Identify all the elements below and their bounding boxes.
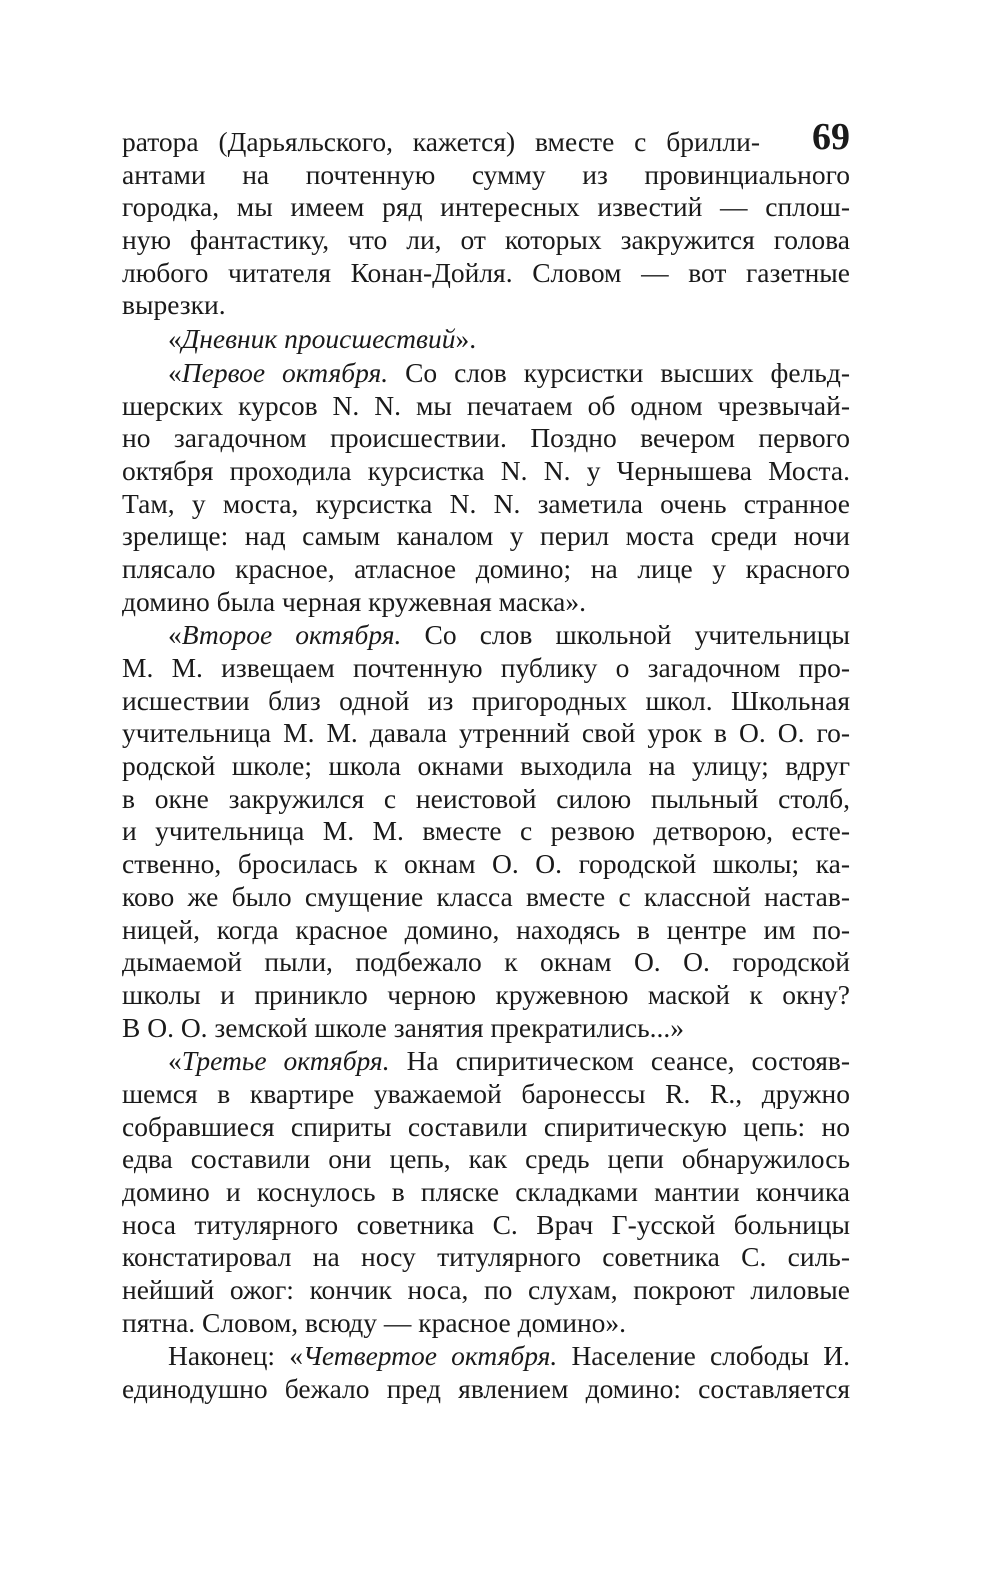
page-number: 69	[812, 116, 850, 158]
text-line: родской школе; школа окнами выходила на улицу; вдруг	[122, 750, 850, 782]
text-line: шерских курсов N. N. мы печатаем об одном чрезвычай-	[122, 389, 850, 421]
text-line: городка, мы имеем ряд интересных известий — сплош-	[122, 191, 850, 223]
text-line: ственно, бросилась к окнам О. О. городской школы; ка-	[122, 848, 850, 880]
text-line: едва составили они цепь, как средь цепи обнаружилось	[122, 1143, 850, 1175]
text-line: «Первое октября. Со слов курсистки высших фельд-	[168, 356, 851, 388]
italic-date: Четвертое октября.	[302, 1340, 558, 1372]
italic-date: Второе октября.	[181, 619, 402, 651]
text-line: любого читателя Конан-Дойля. Словом — вот газетные	[122, 256, 850, 288]
text-line: учительница М. М. давала утренний свой урок в О. О. го-	[122, 717, 850, 749]
text-line: но загадочном происшествии. Поздно вечером первого	[122, 422, 850, 454]
text-line: в окне закружился с неистовой силою пыльный столб,	[122, 782, 850, 814]
text-line: нейший ожог: кончик носа, по слухам, покроют лиловые	[122, 1274, 850, 1306]
text-line: зрелище: над самым каналом у перил моста среди ночи	[122, 520, 850, 552]
text-line: антами на почтенную сумму из провинциального	[122, 158, 850, 190]
text-line: собравшиеся спириты составили спиритическую цепь: но	[122, 1110, 850, 1142]
text-line: школы и приникло черною кружевною маской к окну?	[122, 978, 850, 1010]
text-line: домино была черная кружевная маска».	[122, 585, 586, 617]
text-line: дымаемой пыли, подбежало к окнам О. О. городской	[122, 946, 850, 978]
text-line: октября проходила курсистка N. N. у Чернышева Моста.	[122, 454, 850, 486]
text-line: Наконец: «Четвертое октября. Население слободы И.	[168, 1340, 850, 1372]
italic-heading: Дневник происшествий	[181, 323, 456, 355]
text-line: единодушно бежало пред явлением домино: составляется	[122, 1373, 850, 1405]
text-line: домино и коснулось в пляске складками мантии кончика	[122, 1176, 850, 1207]
text-line: плясало красное, атласное домино; на лице у красного	[122, 552, 850, 584]
text-line: носа титулярного советника С. Врач Г-усской больницы	[122, 1208, 850, 1240]
text-line: В О. О. земской школе занятия прекратились...»	[122, 1011, 685, 1043]
text-line: «Третье октября. На спиритическом сеансе, состояв-	[168, 1045, 851, 1077]
text-line: ратора (Дарьяльского, кажется) вместе с брилли-	[122, 126, 760, 157]
italic-date: Третье октября.	[181, 1045, 390, 1077]
text-line: Там, у моста, курсистка N. N. заметила очень странное	[122, 487, 850, 519]
text-line: констатировал на носу титулярного советника С. силь-	[122, 1241, 850, 1273]
text-line: шемся в квартире уважаемой баронессы R. R., дружно	[122, 1077, 850, 1109]
body-text	[122, 126, 850, 1406]
text-line: и учительница М. М. вместе с резвою детворою, есте-	[122, 815, 850, 847]
italic-date: Первое октября.	[181, 356, 389, 388]
text-line: ницей, когда красное домино, находясь в центре им по-	[122, 913, 850, 945]
text-line: исшествии близ одной из пригородных школ. Школьная	[122, 684, 850, 716]
text-line: М. М. извещаем почтенную публику о загадочном про-	[122, 652, 850, 683]
text-line: «Дневник происшествий».	[168, 323, 477, 355]
text-line: пятна. Словом, всюду — красное домино».	[122, 1306, 627, 1338]
text-line: ково же было смущение класса вместе с классной настав-	[122, 880, 850, 912]
text-line: «Второе октября. Со слов школьной учительницы	[168, 619, 850, 651]
text-line: вырезки.	[122, 289, 226, 321]
text-line: ную фантастику, что ли, от которых закружится голова	[122, 224, 850, 256]
